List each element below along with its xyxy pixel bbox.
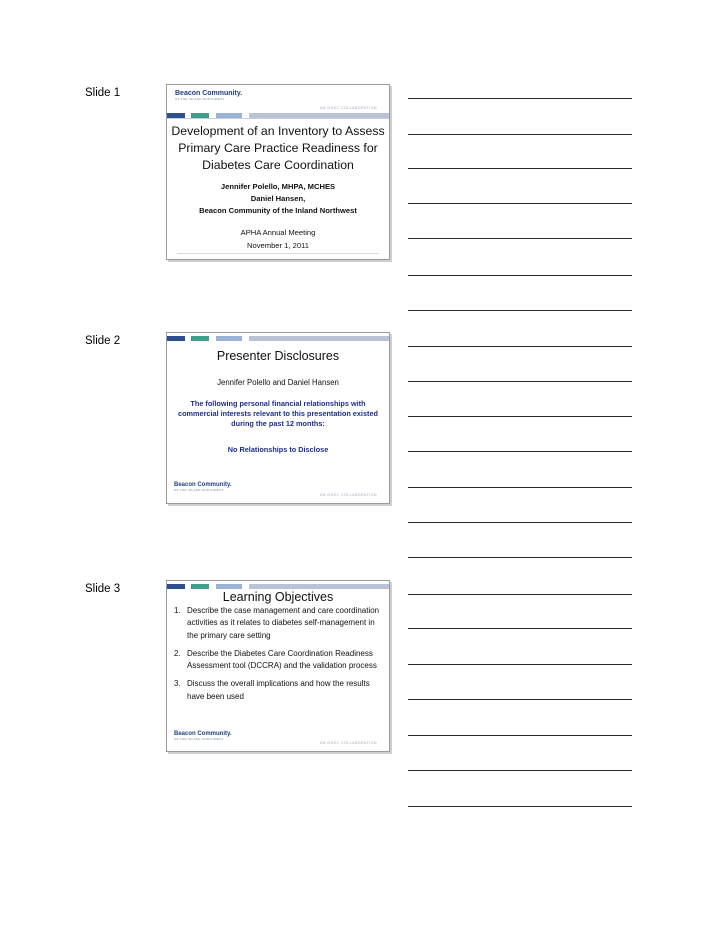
list-item bbox=[174, 605, 381, 642]
note-line bbox=[408, 735, 632, 736]
collaboration-text: AN OHSC COLLABORATION bbox=[320, 106, 377, 110]
list-item-text: Discuss the overall implications and how the results have been used bbox=[187, 679, 370, 701]
note-line bbox=[408, 416, 632, 417]
note-line bbox=[408, 699, 632, 700]
note-line bbox=[408, 275, 632, 276]
list-item-text: Describe the Diabetes Care Coordination Readiness Assessment tool (DCCRA) and the validation process bbox=[187, 648, 377, 671]
note-line bbox=[408, 522, 632, 523]
note-line bbox=[408, 664, 632, 665]
list-item-number: 2. bbox=[174, 648, 181, 658]
list-item bbox=[174, 678, 381, 703]
note-line bbox=[408, 310, 632, 311]
author-line: Daniel Hansen, bbox=[250, 194, 306, 204]
meeting-info bbox=[167, 226, 389, 252]
slide-title: Presenter Disclosures bbox=[216, 349, 340, 363]
color-stripe bbox=[167, 584, 389, 589]
logo-tagline: OF THE INLAND NORTHWEST bbox=[174, 737, 224, 741]
note-line bbox=[408, 168, 632, 169]
list-item-number: 1. bbox=[174, 606, 181, 615]
note-line bbox=[408, 487, 632, 488]
list-item-number: 3. bbox=[174, 679, 181, 689]
presenter-names: Jennifer Polello and Daniel Hansen bbox=[217, 378, 339, 387]
objectives-list bbox=[174, 605, 381, 709]
color-stripe bbox=[167, 336, 389, 341]
note-line bbox=[408, 238, 632, 239]
collaboration-text: AN OHSC COLLABORATION bbox=[320, 493, 377, 497]
beacon-community-logo bbox=[174, 731, 232, 741]
slide-thumbnail-1 bbox=[166, 84, 390, 260]
list-item bbox=[174, 648, 381, 673]
beacon-community-logo bbox=[175, 90, 242, 101]
no-relationships-text: No Relationships to Disclose bbox=[227, 445, 329, 454]
logo-name: Beacon Community. bbox=[174, 482, 232, 488]
slide-title: Learning Objectives bbox=[222, 590, 334, 604]
logo-tagline: OF THE INLAND NORTHWEST bbox=[175, 97, 225, 101]
note-line bbox=[408, 203, 632, 204]
logo-name: Beacon Community. bbox=[175, 90, 243, 97]
slide-label-1: Slide 1 bbox=[85, 87, 121, 99]
note-line bbox=[408, 628, 632, 629]
note-line bbox=[408, 557, 632, 558]
beacon-community-logo bbox=[174, 482, 232, 492]
logo-tagline: OF THE INLAND NORTHWEST bbox=[174, 488, 224, 492]
presentation-title: Development of an Inventory to Assess Primary Care Practice Readiness for Diabetes Care Coordination bbox=[171, 124, 385, 172]
note-line bbox=[408, 806, 632, 807]
slide-thumbnail-3 bbox=[166, 580, 390, 752]
note-line bbox=[408, 98, 632, 99]
disclosure-statement: The following personal financial relationships with commercial interests relevant to this presentation existed during the past 12 months: bbox=[178, 399, 378, 429]
note-line bbox=[408, 770, 632, 771]
meeting-name: APHA Annual Meeting bbox=[240, 228, 316, 237]
note-line bbox=[408, 134, 632, 135]
note-line bbox=[408, 594, 632, 595]
author-line: Jennifer Polello, MHPA, MCHES bbox=[220, 182, 336, 191]
collaboration-text: AN OHSC COLLABORATION bbox=[320, 741, 377, 745]
color-stripe bbox=[167, 113, 389, 118]
slide-label-2: Slide 2 bbox=[85, 335, 121, 347]
note-line bbox=[408, 451, 632, 452]
slide-label-3: Slide 3 bbox=[85, 583, 121, 595]
list-item-text: Describe the case management and care coordination activities as it relates to diabetes self-management in the primary care setting bbox=[187, 606, 380, 640]
author-line: Beacon Community of the Inland Northwest bbox=[199, 206, 357, 216]
footer-divider bbox=[177, 253, 379, 254]
note-line bbox=[408, 346, 632, 347]
author-list bbox=[167, 181, 389, 218]
meeting-date: November 1, 2011 bbox=[247, 241, 309, 250]
logo-name: Beacon Community. bbox=[174, 731, 232, 737]
slide-thumbnail-2 bbox=[166, 332, 390, 504]
note-line bbox=[408, 381, 632, 382]
